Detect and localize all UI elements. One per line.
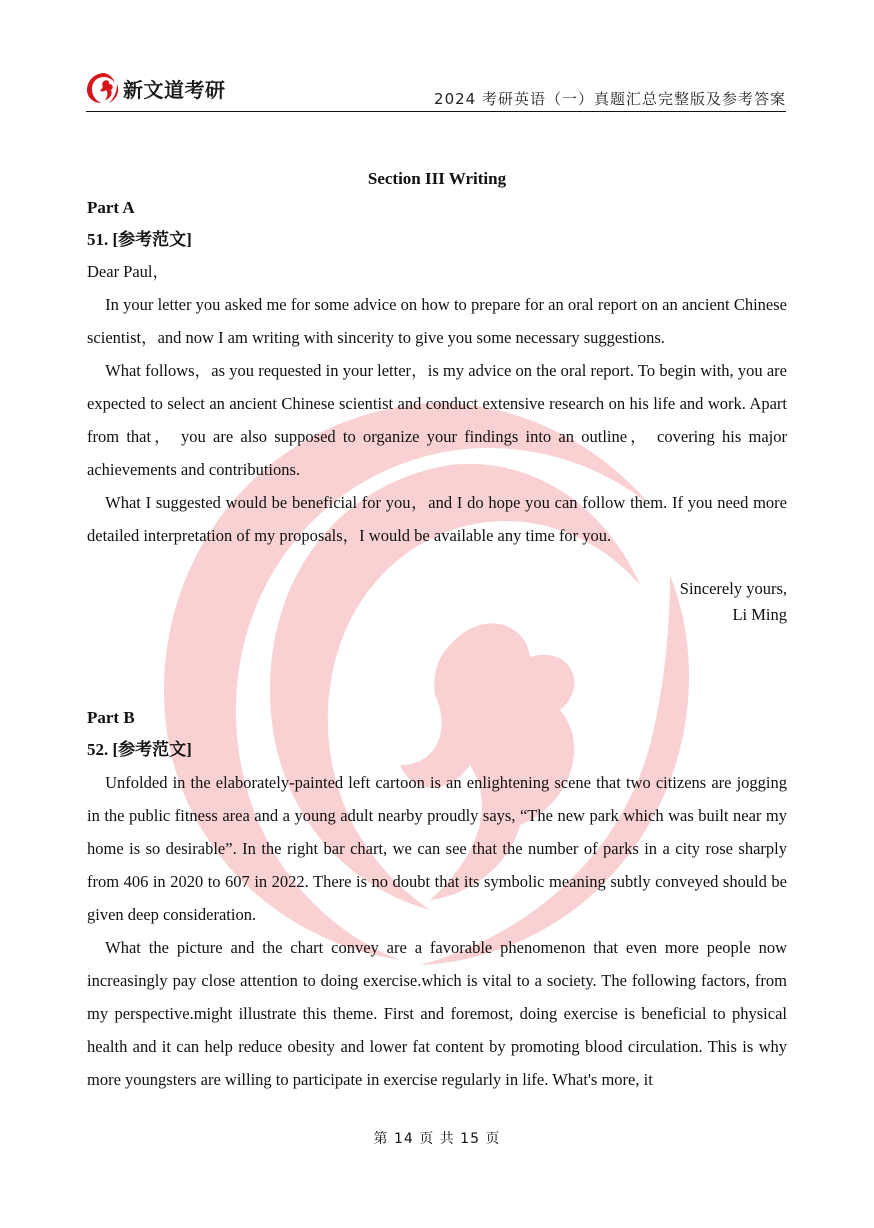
letter-paragraph: What follows，as you requested in your letter，is my advice on the oral report. To begin with, you are expected to select an ancient Chinese scientist and conduct extensive research on his life and work. Apart from that， you are also supposed to organize your findings into an outline， covering his major achievements and contributions. xyxy=(87,361,787,479)
header-divider xyxy=(86,111,786,112)
page-number: 第 14 页 共 15 页 xyxy=(373,1131,501,1147)
logo-text: 新文道考研 xyxy=(123,77,226,102)
brand-logo xyxy=(86,72,226,104)
letter-salutation: Dear Paul， xyxy=(87,262,170,281)
phoenix-logo-icon xyxy=(86,72,120,104)
question-51-label: 51. [参考范文] xyxy=(87,230,192,249)
essay-paragraph: Unfolded in the elaborately-painted left cartoon is an enlightening scene that two citizens are jogging in the public fitness area and a young adult nearby proudly says, “The new park which was built near my home is so desirable”. In the right bar chart, we can see that the number of parks in a city rose sharply from 406 in 2020 to 607 in 2022. There is no doubt that its symbolic meaning subtly conveyed should be given deep consideration. xyxy=(87,773,787,924)
letter-paragraph: What I suggested would be beneficial for you，and I do hope you can follow them. If you need more detailed interpretation of my proposals，I would be available any time for you. xyxy=(87,493,787,545)
question-52-label: 52. [参考范文] xyxy=(87,740,192,759)
document-body xyxy=(87,166,787,1096)
letter-signature: Li Ming xyxy=(732,605,787,624)
header-title: 2024 考研英语（一）真题汇总完整版及参考答案 xyxy=(434,90,786,108)
letter-paragraph: In your letter you asked me for some advice on how to prepare for an oral report on an ancient Chinese scientist，and now I am writing with sincerity to give you some necessary suggestions. xyxy=(87,295,787,347)
section-title: Section III Writing xyxy=(367,169,507,188)
letter-closing: Sincerely yours, xyxy=(679,579,787,598)
part-b-label: Part B xyxy=(87,708,135,727)
essay-paragraph: What the picture and the chart convey are a favorable phenomenon that even more people now increasingly pay close attention to doing exercise.which is vital to a society. The following factors, from my perspective.might illustrate this theme. First and foremost, doing exercise is beneficial to physical health and it can help reduce obesity and lower fat content by promoting blood circulation. This is why more youngsters are willing to participate in exercise regularly in life. What's more, it xyxy=(87,938,787,1089)
part-a-label: Part A xyxy=(87,198,135,217)
